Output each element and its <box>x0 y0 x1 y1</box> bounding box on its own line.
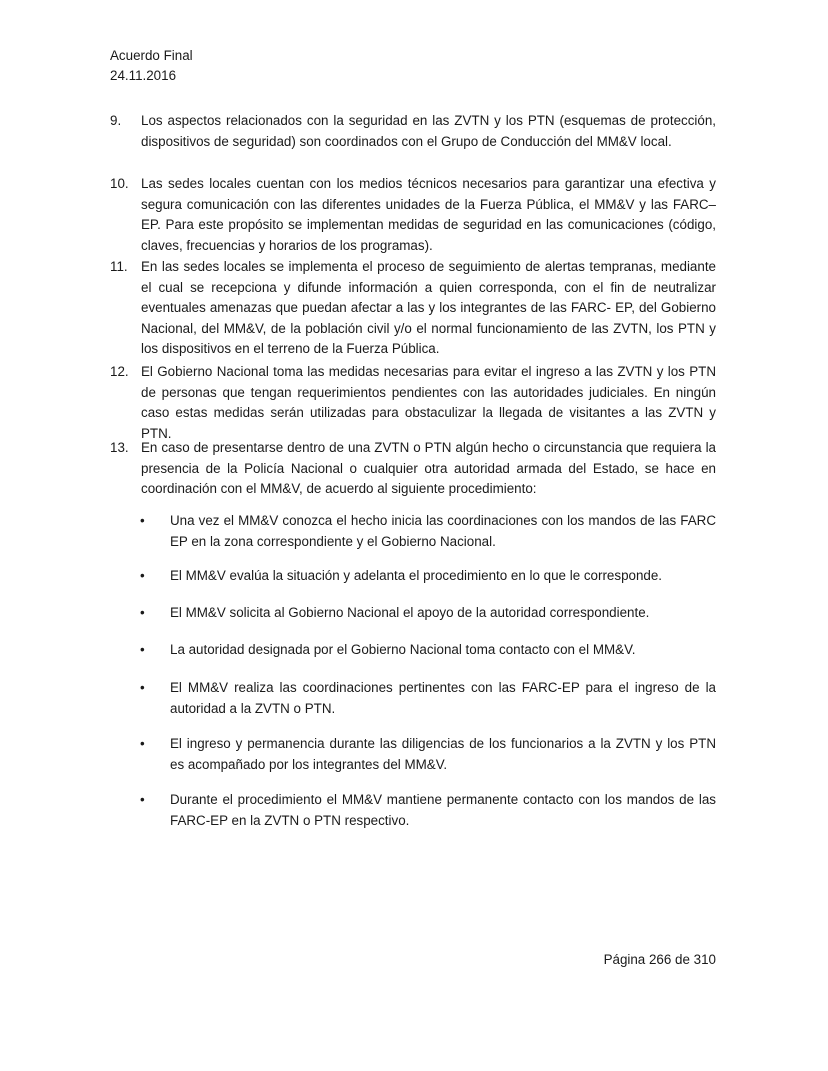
document-title: Acuerdo Final <box>110 48 193 63</box>
bullet-icon: • <box>140 792 145 807</box>
bullet-text: El MM&V realiza las coordinaciones pertinentes con las FARC-EP para el ingreso de la autoridad a la ZVTN o PTN. <box>170 680 716 716</box>
document-date: 24.11.2016 <box>110 68 177 83</box>
bullet-text: El MM&V solicita al Gobierno Nacional el apoyo de la autoridad correspondiente. <box>170 605 650 620</box>
paragraph-number: 10. <box>110 176 129 191</box>
bullet-text: El ingreso y permanencia durante las diligencias de los funcionarios a la ZVTN y los PTN es acompañado por los integrantes del MM&V. <box>170 736 716 772</box>
bullet-item <box>140 790 716 831</box>
paragraph-text: En las sedes locales se implementa el proceso de seguimiento de alertas tempranas, mediante el cual se recepciona y difunde información a quien corresponda, con el fin de neutralizar eventuales amenazas que puedan afectar a las y los integrantes de las FARC- EP, del Gobierno Nacional, del MM&V, de la población civil y/o el normal funcionamiento de las ZVTN, los PTN y los dispositivos en el terreno de la Fuerza Pública. <box>141 259 716 356</box>
paragraph-text: Los aspectos relacionados con la seguridad en las ZVTN y los PTN (esquemas de protección, dispositivos de seguridad) son coordinados con el Grupo de Conducción del MM&V local. <box>141 113 716 149</box>
page-number: Página 266 de 310 <box>603 952 716 967</box>
numbered-paragraph <box>110 362 716 444</box>
bullet-icon: • <box>140 680 145 695</box>
paragraph-text: Las sedes locales cuentan con los medios técnicos necesarios para garantizar una efectiva y segura comunicación con las diferentes unidades de la Fuerza Pública, el MM&V y las FARC–EP. Para este propósito se implementan medidas de seguridad en las comunicaciones (código, claves, frecuencias y horarios de los programas). <box>141 176 716 253</box>
numbered-paragraph <box>110 174 716 256</box>
paragraph-number: 12. <box>110 364 129 379</box>
bullet-item <box>140 678 716 719</box>
bullet-item <box>140 640 716 661</box>
page-header <box>110 46 193 86</box>
paragraph-number: 13. <box>110 440 129 455</box>
bullet-item <box>140 566 716 587</box>
bullet-item <box>140 511 716 552</box>
bullet-text: Durante el procedimiento el MM&V mantiene permanente contacto con los mandos de las FARC-EP en la ZVTN o PTN respectivo. <box>170 792 716 828</box>
paragraph-number: 9. <box>110 113 122 128</box>
bullet-item <box>140 734 716 775</box>
numbered-paragraph <box>110 257 716 360</box>
bullet-icon: • <box>140 736 145 751</box>
bullet-icon: • <box>140 568 145 583</box>
paragraph-text: El Gobierno Nacional toma las medidas necesarias para evitar el ingreso a las ZVTN y los PTN de personas que tengan requerimientos pendientes con las autoridades judiciales. En ningún caso estas medidas serán utilizadas para obstaculizar la llegada de visitantes a las ZVTN y PTN. <box>141 364 716 441</box>
paragraph-text: En caso de presentarse dentro de una ZVTN o PTN algún hecho o circunstancia que requiera la presencia de la Policía Nacional o cualquier otra autoridad armada del Estado, se hace en coordinación con el MM&V, de acuerdo al siguiente procedimiento: <box>141 440 716 496</box>
bullet-text: El MM&V evalúa la situación y adelanta el procedimiento en lo que le corresponde. <box>170 568 663 583</box>
paragraph-number: 11. <box>110 259 128 274</box>
numbered-paragraph <box>110 111 716 152</box>
bullet-icon: • <box>140 605 145 620</box>
bullet-icon: • <box>140 513 145 528</box>
bullet-text: La autoridad designada por el Gobierno Nacional toma contacto con el MM&V. <box>170 642 636 657</box>
bullet-item <box>140 603 716 624</box>
numbered-paragraph <box>110 438 716 500</box>
bullet-text: Una vez el MM&V conozca el hecho inicia las coordinaciones con los mandos de las FARC EP en la zona correspondiente y el Gobierno Nacional. <box>170 513 716 549</box>
bullet-icon: • <box>140 642 145 657</box>
